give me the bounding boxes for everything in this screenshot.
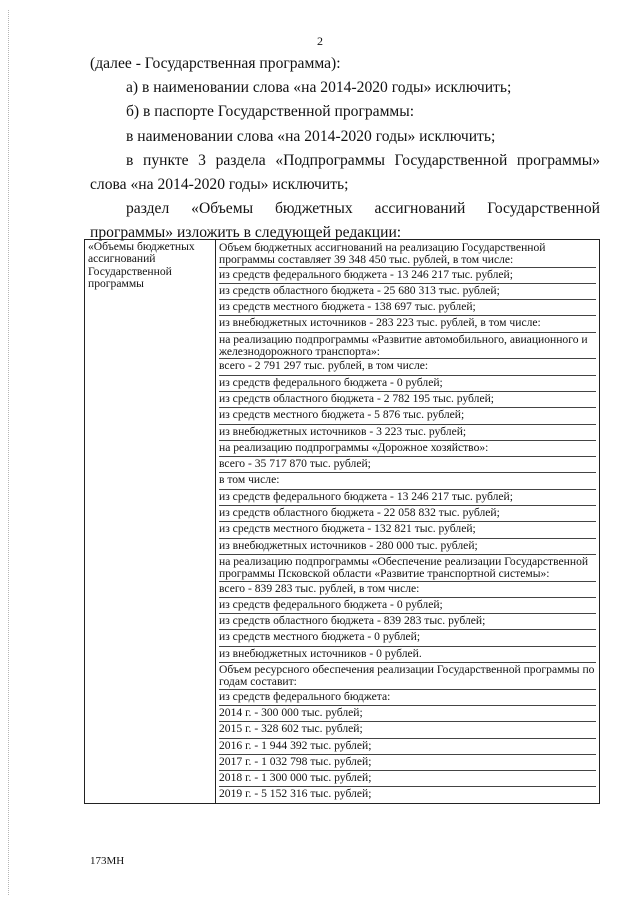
table-line: из средств областного бюджета - 22 058 832 тыс. рублей; — [219, 506, 596, 522]
table-line: из средств областного бюджета - 25 680 313 тыс. рублей; — [219, 284, 596, 300]
table-line: на реализацию подпрограммы «Обеспечение реализации Государственной программы Псковской области «Развитие транспортной системы»: — [219, 555, 596, 582]
table-line: Объем ресурсного обеспечения реализации Государственной программы по годам составит: — [219, 663, 595, 689]
scan-margin-line — [8, 10, 9, 895]
intro-paragraph: а) в наименовании слова «на 2014-2020 годы» исключить; — [126, 79, 512, 97]
table-line: из средств областного бюджета - 839 283 тыс. рублей; — [219, 614, 596, 630]
table-line: в том числе: — [219, 473, 596, 489]
table-row — [85, 240, 600, 804]
table-line: Объем бюджетных ассигнований на реализацию Государственной программы составляет 39 348 450 тыс. рублей, в том числе: — [219, 241, 596, 268]
table-line: из средств федерального бюджета - 0 рублей; — [219, 376, 596, 392]
table-line: 2018 г. - 1 300 000 тыс. рублей; — [219, 771, 596, 787]
table-line: из внебюджетных источников - 0 рублей. — [219, 647, 596, 663]
intro-paragraph: в пункте 3 раздела «Подпрограммы Государственной программы» — [126, 151, 600, 169]
table-line: 2014 г. - 300 000 тыс. рублей; — [219, 706, 596, 722]
page-number: 2 — [317, 34, 323, 48]
table-line: из средств федерального бюджета - 0 рублей; — [219, 598, 596, 614]
table-line: на реализацию подпрограммы «Дорожное хозяйство»: — [219, 441, 596, 457]
table-label-cell: «Объемы бюджетных ассигнований Государственной программы — [85, 240, 216, 804]
table-line: из средств местного бюджета - 138 697 тыс. рублей; — [219, 300, 596, 316]
table-line: из средств местного бюджета - 5 876 тыс. рублей; — [219, 408, 596, 424]
footer-code: 173МН — [90, 855, 125, 867]
table-line: всего - 839 283 тыс. рублей, в том числе: — [219, 582, 596, 598]
table-line: на реализацию подпрограммы «Развитие автомобильного, авиационного и железнодорожного транспорта»: — [219, 333, 596, 360]
table-line: из внебюджетных источников - 283 223 тыс. рублей, в том числе: — [219, 316, 596, 332]
intro-paragraph: в наименовании слова «на 2014-2020 годы» исключить; — [126, 127, 496, 145]
table-line: всего - 2 791 297 тыс. рублей, в том числе: — [219, 359, 596, 375]
table-line: 2015 г. - 328 602 тыс. рублей; — [219, 722, 596, 738]
table-line: всего - 35 717 870 тыс. рублей; — [219, 457, 596, 473]
table-line: из средств местного бюджета - 132 821 тыс. рублей; — [219, 522, 596, 538]
intro-paragraph: программы» изложить в следующей редакции: — [90, 224, 402, 242]
table-line: из средств местного бюджета - 0 рублей; — [219, 630, 596, 646]
budget-table — [84, 239, 600, 804]
table-line: из средств областного бюджета - 2 782 195 тыс. рублей; — [219, 392, 596, 408]
intro-text — [90, 52, 600, 246]
table-line: из внебюджетных источников - 3 223 тыс. рублей; — [219, 425, 596, 441]
table-line: 2019 г. - 5 152 316 тыс. рублей; — [219, 787, 372, 801]
table-line: 2017 г. - 1 032 798 тыс. рублей; — [219, 755, 596, 771]
table-line: из средств федерального бюджета - 13 246 217 тыс. рублей; — [219, 490, 596, 506]
table-line: 2016 г. - 1 944 392 тыс. рублей; — [219, 739, 596, 755]
table-line: из внебюджетных источников - 280 000 тыс. рублей; — [219, 539, 596, 555]
table-detail-cell — [216, 240, 600, 804]
intro-paragraph: б) в паспорте Государственной программы: — [126, 103, 415, 121]
intro-paragraph: раздел «Объемы бюджетных ассигнований Государственной — [126, 200, 600, 218]
intro-paragraph: (далее - Государственная программа): — [90, 55, 341, 72]
table-line: из средств федерального бюджета - 13 246 217 тыс. рублей; — [219, 268, 596, 284]
intro-paragraph: слова «на 2014-2020 годы» исключить; — [90, 175, 349, 193]
table-line: из средств федерального бюджета: — [219, 690, 596, 706]
